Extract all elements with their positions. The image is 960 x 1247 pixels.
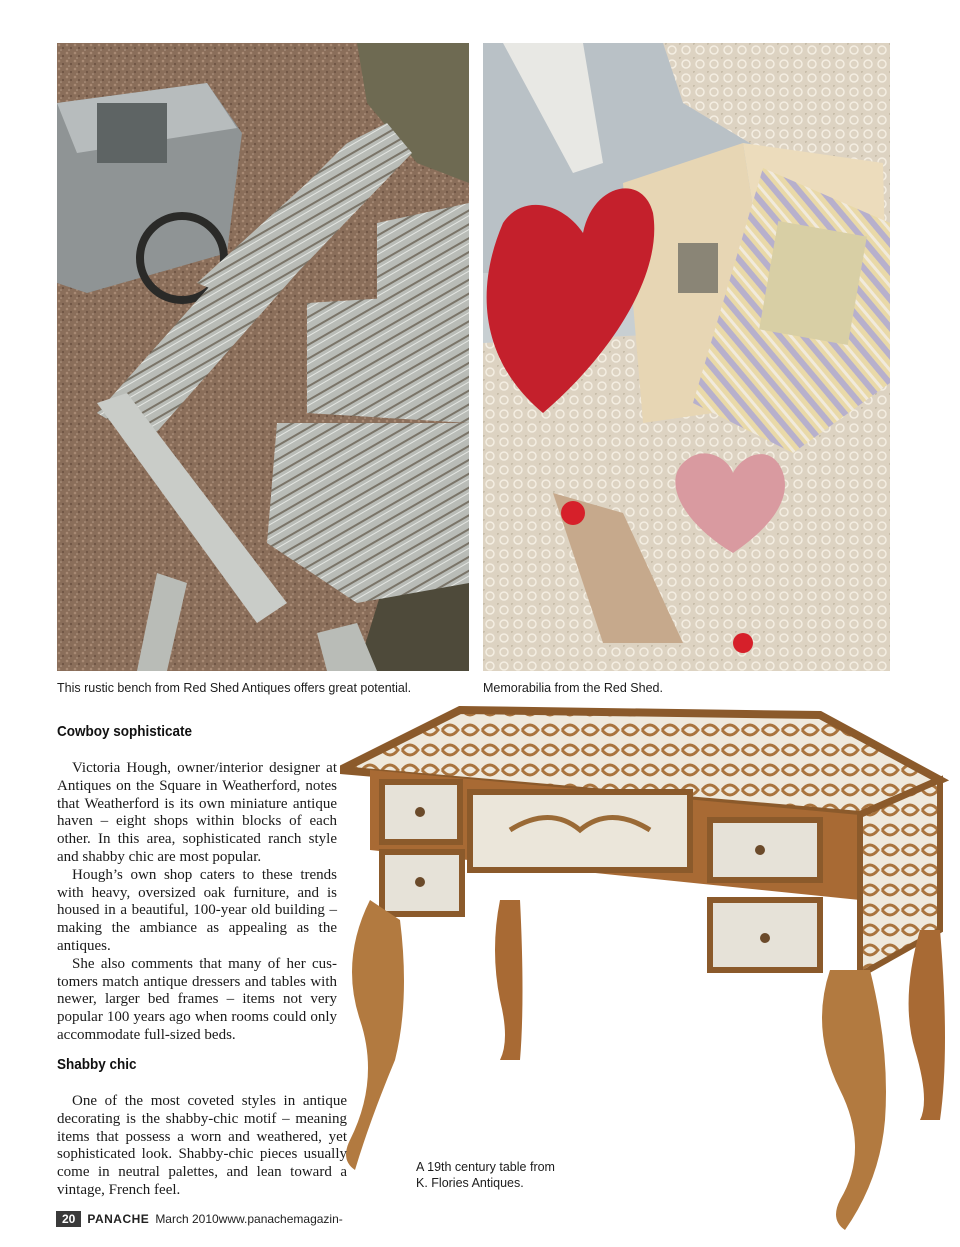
memorabilia-photo — [483, 43, 890, 671]
section2-body — [57, 1093, 347, 1200]
section1-paragraph-1: Victoria Hough, owner/interior designer at Antiques on the Square in Weatherford, notes that Weatherford is its own miniature antique haven – eight shops within blocks of each other. In this area, sophisticated ranch style and shabby chic are most popular. — [57, 760, 337, 865]
section1-heading: Cowboy sophisticate — [57, 723, 193, 740]
section2-paragraph-1: One of the most coveted styles in antique decorating is the shabby-chic motif – meaning items that possess a worn and weathered, yet sophisticated look. Shabby-chic pieces usually come in neutral palettes, and lean toward a vintage, French feel. — [57, 1093, 347, 1198]
page-number: 20 — [56, 1211, 81, 1227]
magazine-name: PANACHE — [87, 1212, 150, 1226]
page-footer — [56, 1211, 343, 1227]
section1-paragraph-3: She also comments that many of her customers match antique dressers and tables with newer, larger bed frames – items not very popular 100 years ago when rooms could only accommodate full-sized beds. — [57, 955, 337, 1043]
section1-body — [57, 760, 337, 1045]
table-caption-line2: K. Flories Antiques. — [416, 1176, 524, 1190]
section1-paragraph-2: Hough’s own shop caters to these trends with heavy, oversized oak furniture, and is housed in a beautiful, 100-year old building – making the ambiance as appealing as the antiques. — [57, 866, 337, 954]
issue-and-url: March 2010www.panachemagazin- — [155, 1212, 343, 1226]
section2-heading: Shabby chic — [57, 1056, 137, 1073]
bench-caption: This rustic bench from Red Shed Antiques offers great potential. — [57, 681, 412, 695]
bench-photo — [57, 43, 469, 671]
table-photo — [340, 700, 960, 1240]
memorabilia-caption: Memorabilia from the Red Shed. — [483, 681, 663, 695]
table-caption-line1: A 19th century table from — [416, 1160, 555, 1174]
